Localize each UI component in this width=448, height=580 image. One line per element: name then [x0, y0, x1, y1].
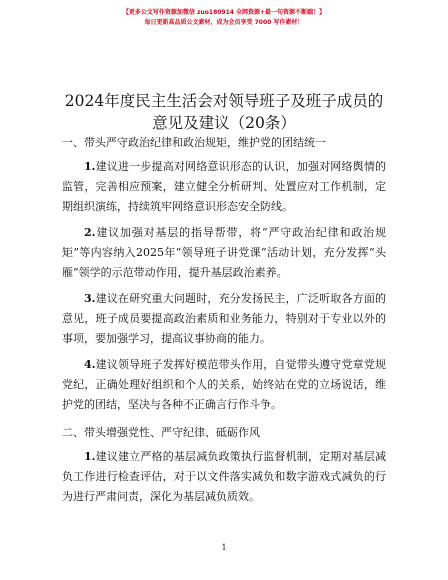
paragraph-text: 建议建立严格的基层减负政策执行监督机制，定期对基层减负工作进行检查评估，对于以文件落实减负和数字游戏式减负的行为进行严肃问责，深化为基层减负质效。	[62, 450, 386, 503]
paragraph	[62, 355, 386, 415]
paragraph-number: 3.	[84, 292, 96, 305]
section-heading-1: 一、带头严守政治纪律和政治规矩，维护党的团结统一	[62, 136, 326, 149]
section-heading-2: 二、带头增强党性、严守纪律、砥砺作风	[62, 426, 260, 439]
paragraph-number: 1.	[84, 450, 96, 463]
paragraph-text: 建议进一步提高对网络意识形态的认识，加强对网络舆情的监管，完善相应预案，建立健全分析研判、处置应对工作机制，定期组织演练，持续筑牢网络意识形态安全防线。	[62, 160, 386, 213]
paragraph-number: 1.	[84, 160, 96, 173]
document-title	[30, 90, 418, 134]
promo-banner	[0, 8, 448, 28]
paragraph	[62, 223, 386, 283]
paragraph	[62, 157, 386, 217]
document-title-line-1: 2024年度民主生活会对领导班子及班子成员的	[64, 92, 384, 110]
paragraph-number: 2.	[84, 226, 96, 239]
paragraph-text: 建议在研究重大问题时，充分发扬民主，广泛听取各方面的意见，班子成员要提高政治素质和业务能力，特别对于专业以外的事项，要加强学习，提高议事协商的能力。	[62, 292, 386, 345]
document-body	[62, 133, 386, 513]
paragraph-text: 建议加强对基层的指导帮带，将“严守政治纪律和政治规矩”等内容纳入2025年“领导班子讲党课”活动计划，充分发挥“头雁”领学的示范带动作用，提升基层政治素养。	[62, 226, 386, 279]
promo-banner-line-2: 每日更新高品质公文素材，成为会员享受 7000 写作素材！	[144, 19, 304, 26]
promo-banner-line-1: 【更多公文写作资源加微信 zuo180914 全网资源+最一句资源不断踹！】	[122, 9, 326, 16]
document-title-line-2: 意见及建议（20条）	[152, 114, 296, 132]
paragraph	[62, 447, 386, 507]
page-number: 1	[221, 543, 227, 552]
paragraph-text: 建议领导班子发挥好模范带头作用，自觉带头遵守党章党规党纪，正确处理好组织和个人的关系，始终站在党的立场说话，维护党的团结，坚决与各种不正确言行作斗争。	[62, 358, 386, 411]
paragraph	[62, 289, 386, 349]
paragraph-number: 4.	[84, 358, 96, 371]
